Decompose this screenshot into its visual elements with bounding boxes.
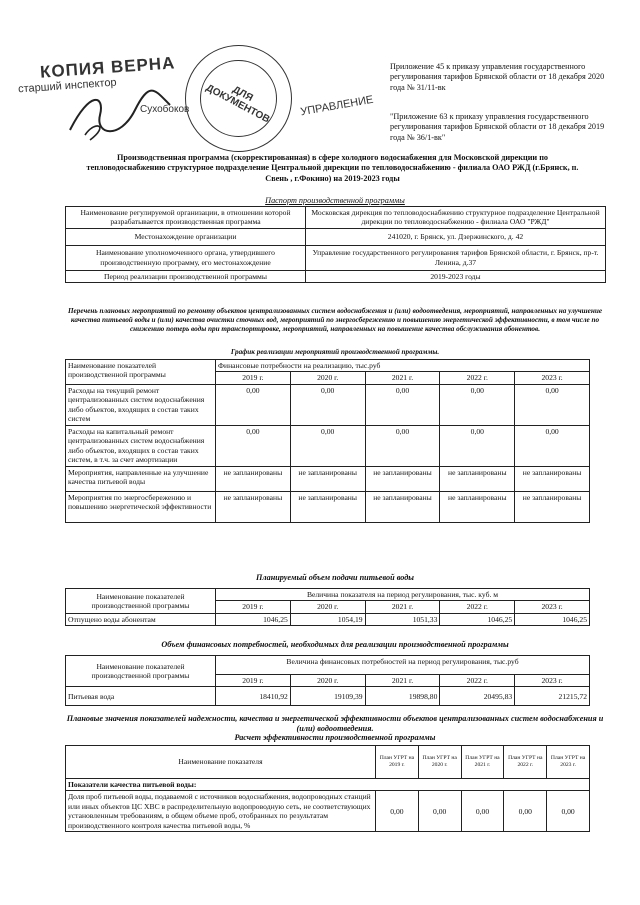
year-header: 2021 г.: [365, 675, 440, 687]
column-group-header: Финансовые потребности на реализацию, тыс.руб: [216, 360, 590, 372]
passport-value: 2019-2023 годы: [306, 270, 606, 282]
passport-label: Период реализации производственной программы: [66, 270, 306, 282]
cell-value: 19109,39: [290, 687, 365, 706]
passport-label: Наименование регулируемой организации, в отношении которой разрабатывается производственная программа: [66, 207, 306, 229]
cell-value: не запланированы: [216, 466, 291, 491]
cell-value: не запланированы: [440, 466, 515, 491]
seal-center-text: ДЛЯ ДОКУМЕНТОВ: [203, 82, 272, 126]
cell-value: 0,00: [365, 425, 440, 466]
plan-header: План УГРТ на 2020 г.: [418, 746, 461, 779]
document-title: Производственная программа (скорректированная) в сфере холодного водоснабжения для Московской дирекции по тепловодоснабжению структурное подразделение Центральной дирекции по тепловодоснабжению - филиала ОАО РЖД (г.Брянск, п. Свень , г.Фокино) на 2019-2023 годы: [86, 153, 579, 183]
year-header: 2022 г.: [440, 675, 515, 687]
passport-heading: Паспорт производственной программы: [265, 196, 405, 205]
signature-icon: [60, 80, 180, 150]
column-group-header: Величина финансовых потребностей на период регулирования, тыс.руб: [216, 656, 590, 675]
plan-header: План УГРТ на 2019 г.: [376, 746, 419, 779]
cell-value: не запланированы: [290, 466, 365, 491]
plan-header: План УГРТ на 2022 г.: [504, 746, 547, 779]
finance-table: [65, 655, 590, 706]
table-row: [66, 270, 606, 282]
passport-table: [65, 206, 606, 283]
year-header: 2023 г.: [515, 675, 590, 687]
passport-value: Управление государственного регулирования тарифов Брянской области, г. Брянск, пр-т. Ленина, д.37: [306, 245, 606, 270]
appendix-45: Приложение 45 к приказу управления государственного регулирования тарифов Брянской области от 18 декабря 2020 года № 31/11-вк: [390, 62, 605, 92]
row-label: Питьевая вода: [66, 687, 216, 706]
cell-value: 19898,80: [365, 687, 440, 706]
row-label: Доля проб питьевой воды, подаваемой с источников водоснабжения, водопроводных станций или иных объектов ЦС ХВС в распределительную водопроводную сеть, не соответствующих установленным требованиям, в общем объеме проб, отобранных по результатам производственного контроля качества питьевой воды, %: [66, 791, 376, 832]
measures-heading: Перечень плановых мероприятий по ремонту объектов централизованных систем водоснабжения и (или) водоотведения, мероприятий, направленных на улучшение качества питьевой воды и (или) качества очистки сточных вод, мероприятий по энергосбережению и повышению энергетической эффективности, в том числе по снижению потерь воды при транспортировке, мероприятий, направленных на повышение качества обслуживания абонентов.: [67, 307, 603, 333]
cell-value: 0,00: [216, 384, 291, 425]
year-header: 2020 г.: [290, 372, 365, 384]
table-row: [66, 466, 590, 491]
cell-value: 20495,83: [440, 687, 515, 706]
table-row: [66, 425, 590, 466]
year-header: 2021 г.: [365, 601, 440, 613]
year-header: 2023 г.: [515, 372, 590, 384]
column-header: Наименование показателя: [66, 746, 376, 779]
cell-value: 0,00: [365, 384, 440, 425]
table-row: [66, 384, 590, 425]
column-header: Наименование показателей производственной программы: [66, 360, 216, 385]
table-row: [66, 687, 590, 706]
copy-mark: КОПИЯ ВЕРНА: [39, 53, 176, 82]
measures-table: [65, 359, 590, 523]
year-header: 2020 г.: [290, 675, 365, 687]
stamp-position: старший инспектор: [17, 76, 118, 96]
stamp-name: Сухобоков: [140, 104, 190, 115]
column-group-header: Величина показателя на период регулирования, тыс. куб. м: [216, 589, 590, 601]
cell-value: 0,00: [515, 384, 590, 425]
table-row: [66, 779, 590, 791]
table-row: [66, 613, 590, 625]
passport-value: 241020, г. Брянск, ул. Дзержинского, д. 42: [306, 228, 606, 245]
row-label: Мероприятия по энергосбережению и повышению энергетической эффективности: [66, 491, 216, 522]
table-row: [66, 228, 606, 245]
row-label: Расходы на текущий ремонт централизованных систем водоснабжения либо объектов, входящих в состав таких систем: [66, 384, 216, 425]
table-row: [66, 746, 590, 779]
cell-value: не запланированы: [440, 491, 515, 522]
efficiency-heading: Плановые значения показателей надежности, качества и энергетической эффективности объектов централизованных систем водоснабжения и (или) водоотведения.: [66, 714, 604, 734]
cell-value: 1046,25: [515, 613, 590, 625]
passport-label: Местонахождение организации: [66, 228, 306, 245]
passport-value: Московская дирекция по тепловодоснабжению структурное подразделение Центральной дирекции по тепловодоснабжению - филиала ОАО "РЖД": [306, 207, 606, 229]
table-row: [66, 207, 606, 229]
cell-value: 0,00: [440, 384, 515, 425]
cell-value: 0,00: [461, 791, 504, 832]
supply-table: [65, 588, 590, 626]
passport-label: Наименование уполномоченного органа, утвердившего производственную программу, его местонахождение: [66, 245, 306, 270]
column-header: Наименование показателей производственной программы: [66, 656, 216, 687]
cell-value: 18410,92: [216, 687, 291, 706]
cell-value: 0,00: [290, 425, 365, 466]
plan-header: План УГРТ на 2023 г.: [547, 746, 590, 779]
year-header: 2020 г.: [290, 601, 365, 613]
cell-value: 21215,72: [515, 687, 590, 706]
cell-value: 1051,33: [365, 613, 440, 625]
cell-value: 1046,25: [216, 613, 291, 625]
efficiency-table: [65, 745, 590, 832]
cell-value: 0,00: [376, 791, 419, 832]
table-row: [66, 589, 590, 601]
table-row: [66, 491, 590, 522]
year-header: 2022 г.: [440, 601, 515, 613]
finance-heading: Объем финансовых потребностей, необходимых для реализации производственной программы: [161, 640, 509, 649]
seal-ring-text: УПРАВЛЕНИЕ: [299, 93, 375, 119]
section-header: Показатели качества питьевой воды:: [66, 779, 590, 791]
year-header: 2021 г.: [365, 372, 440, 384]
table-row: [66, 360, 590, 372]
table-row: [66, 656, 590, 675]
cell-value: не запланированы: [515, 466, 590, 491]
year-header: 2019 г.: [216, 372, 291, 384]
cell-value: 1054,19: [290, 613, 365, 625]
stamp-area: [0, 40, 390, 155]
column-header: Наименование показателей производственной программы: [66, 589, 216, 614]
row-label: Расходы на капитальный ремонт централизованных систем водоснабжения либо объектов, входящих в состав таких систем, в т.ч. за счет амортизации: [66, 425, 216, 466]
row-label: Мероприятия, направленные на улучшение качества питьевой воды: [66, 466, 216, 491]
year-header: 2022 г.: [440, 372, 515, 384]
cell-value: 0,00: [290, 384, 365, 425]
measures-subheading: График реализации мероприятий производственной программы.: [230, 348, 440, 356]
cell-value: 0,00: [216, 425, 291, 466]
cell-value: 0,00: [504, 791, 547, 832]
year-header: 2023 г.: [515, 601, 590, 613]
supply-heading: Планируемый объем подачи питьевой воды: [256, 573, 414, 582]
appendix-63: "Приложение 63 к приказу управления государственного регулирования тарифов Брянской области от 18 декабря 2019 года № 36/1-вк": [390, 112, 605, 142]
cell-value: 0,00: [418, 791, 461, 832]
cell-value: 1046,25: [440, 613, 515, 625]
cell-value: не запланированы: [216, 491, 291, 522]
cell-value: 0,00: [515, 425, 590, 466]
cell-value: не запланированы: [290, 491, 365, 522]
year-header: 2019 г.: [216, 601, 291, 613]
cell-value: не запланированы: [515, 491, 590, 522]
plan-header: План УГРТ на 2021 г.: [461, 746, 504, 779]
cell-value: 0,00: [440, 425, 515, 466]
cell-value: не запланированы: [365, 466, 440, 491]
row-label: Отпущено воды абонентам: [66, 613, 216, 625]
year-header: 2019 г.: [216, 675, 291, 687]
table-row: [66, 245, 606, 270]
table-row: [66, 791, 590, 832]
efficiency-subheading: Расчет эффективности производственной программы: [234, 733, 436, 742]
cell-value: 0,00: [547, 791, 590, 832]
cell-value: не запланированы: [365, 491, 440, 522]
